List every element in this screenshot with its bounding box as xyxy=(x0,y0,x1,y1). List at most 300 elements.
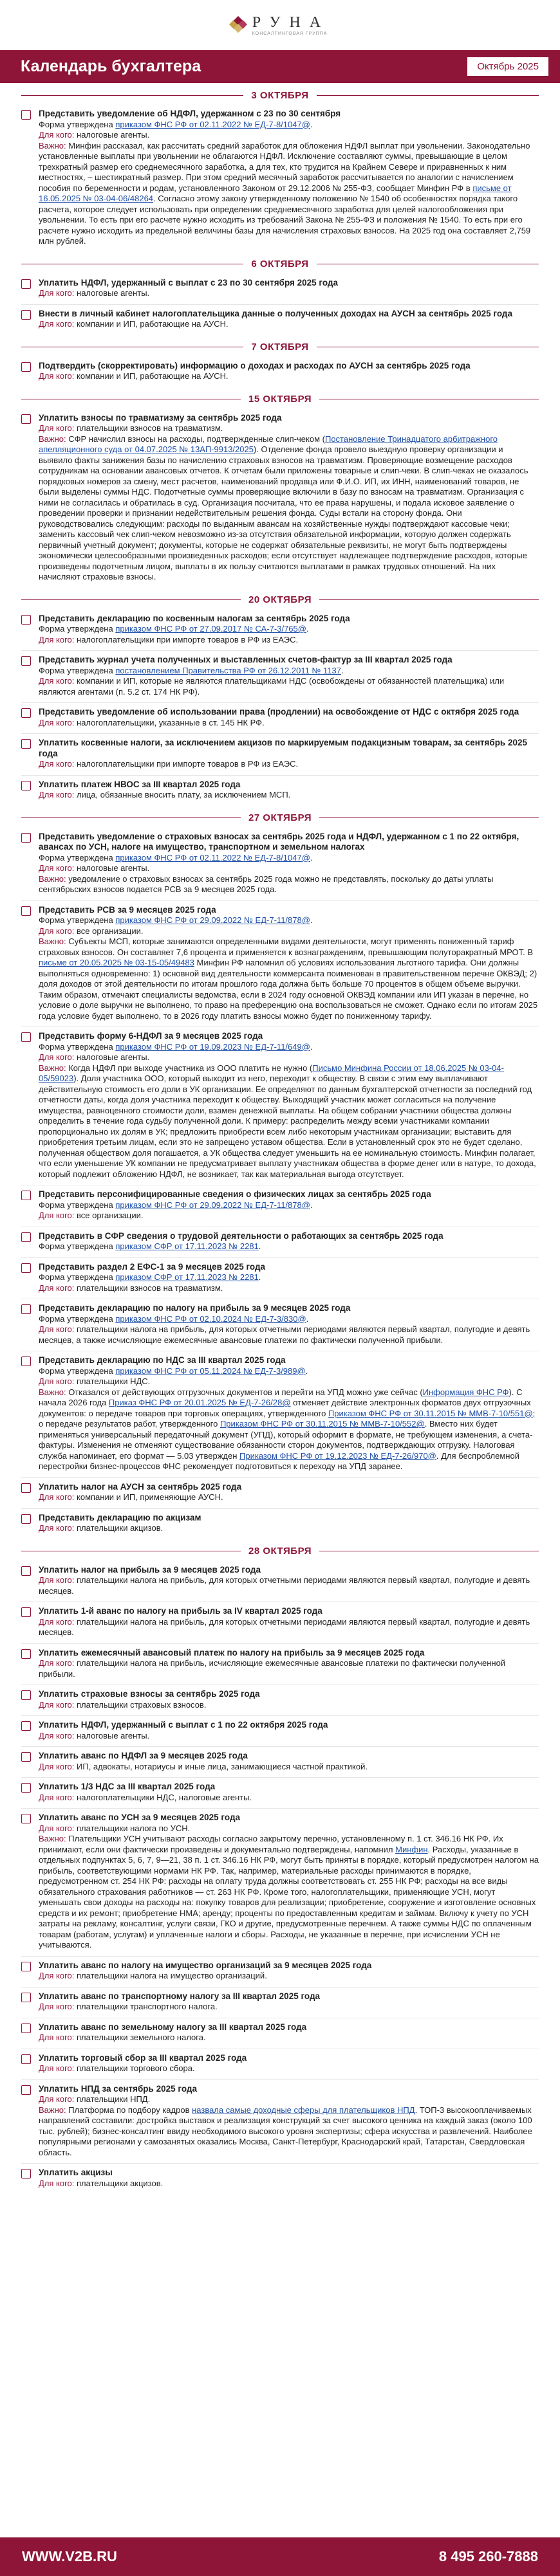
logo xyxy=(0,0,560,50)
task-title: Представить персонифицированные сведения о физических лицах за сентябрь 2025 года xyxy=(39,1189,431,1199)
task-checkbox[interactable] xyxy=(21,310,31,320)
task-title: Уплатить аванс по НДФЛ за 9 месяцев 2025 года xyxy=(39,1751,248,1760)
task-item xyxy=(21,2080,539,2164)
calendar-header xyxy=(0,50,560,83)
field-label: Для кого: xyxy=(39,1283,75,1293)
divider xyxy=(21,95,243,96)
detail-text: . xyxy=(306,1313,309,1324)
field-label: Важно: xyxy=(39,873,66,884)
day-section xyxy=(21,590,539,806)
task-detail xyxy=(39,288,338,299)
field-label: Для кого: xyxy=(39,371,75,381)
task-item xyxy=(21,105,539,252)
field-label: Важно: xyxy=(39,1387,66,1397)
field-label: Важно: xyxy=(39,140,66,151)
day-header xyxy=(21,86,539,105)
document-link[interactable]: Приказом ФНС РФ от 19.12.2023 № ЕД-7-26/970@ xyxy=(239,1450,436,1461)
document-link[interactable]: Письмо Минфина России от 18.06.2025 № 03-04-05/59023 xyxy=(39,1063,504,1083)
logo-name: РУНА xyxy=(252,14,330,31)
detail-text: Форма утверждена xyxy=(39,1241,116,1251)
task-title: Уплатить аванс по земельному налогу за III квартал 2025 года xyxy=(39,2022,307,2032)
day-label: 6 ОКТЯБРЯ xyxy=(251,259,309,269)
task-checkbox[interactable] xyxy=(21,1357,31,1366)
task-item xyxy=(21,610,539,652)
task-title: Уплатить акцизы xyxy=(39,2168,113,2177)
task-body xyxy=(39,1031,539,1180)
detail-text: плательщики налога на прибыль, для которых отчетными периодами являются первый квартал, полугодие и девять месяцев, а также исчисляющие ежемесячные авансовые платежи по фактически полученной прибыли. xyxy=(39,1324,530,1345)
task-item xyxy=(21,1716,539,1747)
task-checkbox[interactable] xyxy=(21,1993,31,2002)
document-link[interactable]: приказом ФНС РФ от 27.09.2017 № СА-7-3/765@ xyxy=(115,624,306,634)
field-label: Для кого: xyxy=(39,1699,75,1710)
website-link[interactable]: WWW.V2B.RU xyxy=(22,2548,117,2564)
day-section xyxy=(21,390,539,588)
detail-text: все организации. xyxy=(74,926,144,936)
detail-text: . xyxy=(305,1366,308,1376)
task-checkbox[interactable] xyxy=(21,1752,31,1762)
detail-text: ИП, адвокаты, нотариусы и иные лица, занимающиеся частной практикой. xyxy=(74,1761,368,1771)
day-label: 7 ОКТЯБРЯ xyxy=(251,342,309,352)
detail-text: Когда НДФЛ при выходе участника из ООО платить не нужно ( xyxy=(66,1063,313,1073)
detail-text: все организации. xyxy=(74,1210,144,1220)
phone-number: 8 495 260-7888 xyxy=(438,2548,538,2564)
task-item xyxy=(21,357,539,387)
task-checkbox[interactable] xyxy=(21,833,31,843)
task-checkbox[interactable] xyxy=(21,1783,31,1793)
divider xyxy=(21,599,241,600)
task-title: Уплатить аванс по УСН за 9 месяцев 2025 года xyxy=(39,1813,241,1822)
detail-text: Форма утверждена xyxy=(39,1366,116,1376)
detail-text: . xyxy=(310,915,313,925)
task-item xyxy=(21,1027,539,1185)
task-checkbox[interactable] xyxy=(21,1191,31,1200)
day-section xyxy=(21,338,539,387)
document-link[interactable]: приказом ФНС РФ от 29.09.2022 № ЕД-7-11/878@ xyxy=(115,1200,310,1210)
task-body xyxy=(39,413,539,583)
task-detail xyxy=(39,1575,539,1596)
task-detail xyxy=(39,371,471,382)
detail-text: Отказался от действующих отгрузочных документов и перейти на УПД можно уже сейчас ( xyxy=(66,1387,423,1397)
task-item xyxy=(21,651,539,703)
calendar-content xyxy=(0,86,560,2194)
detail-text: . xyxy=(310,119,313,129)
task-body xyxy=(39,1565,539,1597)
task-checkbox[interactable] xyxy=(21,1566,31,1576)
detail-text: плательщики НДС. xyxy=(74,1376,151,1386)
task-checkbox[interactable] xyxy=(21,279,31,289)
document-link[interactable]: приказом ФНС РФ от 02.10.2024 № ЕД-7-3/830@ xyxy=(115,1313,306,1324)
day-section xyxy=(21,255,539,335)
task-item xyxy=(21,1185,539,1227)
task-body xyxy=(39,1991,320,2013)
task-title: Уплатить налог на АУСН за сентябрь 2025 года xyxy=(39,1481,242,1492)
task-checkbox[interactable] xyxy=(21,615,31,625)
detail-text: Форма утверждена xyxy=(39,119,116,129)
task-detail xyxy=(39,1658,539,1679)
field-label: Для кого: xyxy=(39,1792,75,1802)
month-badge[interactable]: Октябрь 2025 xyxy=(467,57,548,76)
task-detail xyxy=(39,2179,163,2189)
task-checkbox[interactable] xyxy=(21,2085,31,2095)
document-link[interactable]: Информация ФНС РФ xyxy=(422,1387,509,1397)
task-title: Представить журнал учета полученных и выставленных счетов-фактур за III квартал 2025 года xyxy=(39,655,453,664)
field-label: Для кого: xyxy=(39,423,75,433)
task-detail xyxy=(39,1063,539,1180)
task-detail xyxy=(39,624,350,635)
task-detail xyxy=(39,2063,247,2074)
day-label: 28 ОКТЯБРЯ xyxy=(248,1546,312,1557)
task-item xyxy=(21,734,539,776)
detail-text: плательщики налога на прибыль, исчисляющие ежемесячные авансовые платежи по фактически полученной прибыли. xyxy=(39,1658,506,1679)
task-title: Представить декларацию по НДС за III квартал 2025 года xyxy=(39,1355,286,1365)
task-title: Уплатить косвенные налоги, за исключением акцизов по маркируемым подакцизным товарам, за сентябрь 2025 года xyxy=(39,738,528,758)
detail-text: плательщики торгового сбора. xyxy=(74,2063,195,2073)
day-header xyxy=(21,255,539,274)
task-checkbox[interactable] xyxy=(21,2054,31,2064)
task-detail xyxy=(39,1492,241,1503)
detail-text: . xyxy=(310,1200,313,1210)
task-item xyxy=(21,1561,539,1603)
task-checkbox[interactable] xyxy=(21,1814,31,1823)
document-link[interactable]: приказом ФНС РФ от 29.09.2022 № ЕД-7-11/878@ xyxy=(115,915,310,925)
task-checkbox[interactable] xyxy=(21,656,31,666)
task-detail xyxy=(39,1523,201,1534)
task-title: Уплатить аванс по налогу на имущество организаций за 9 месяцев 2025 года xyxy=(39,1960,372,1970)
task-detail xyxy=(39,2105,539,2159)
field-label: Для кого: xyxy=(39,2094,75,2104)
task-title: Представить раздел 2 ЕФС-1 за 9 месяцев 2025 года xyxy=(39,1261,266,1272)
task-item xyxy=(21,1644,539,1686)
task-detail xyxy=(39,423,539,434)
task-title: Представить уведомление об использовании права (продлении) на освобождение от НДС с октября 2025 года xyxy=(39,707,519,717)
task-checkbox[interactable] xyxy=(21,2169,31,2179)
task-item xyxy=(21,703,539,734)
task-item xyxy=(21,305,539,335)
task-detail xyxy=(39,1971,371,1982)
task-detail xyxy=(39,141,539,247)
task-body xyxy=(39,1482,241,1503)
task-body xyxy=(39,655,539,697)
task-body xyxy=(39,2053,247,2074)
task-body xyxy=(39,614,350,646)
task-title: Уплатить страховые взносы за сентябрь 2025 года xyxy=(39,1689,260,1699)
detail-text: Форма утверждена xyxy=(39,852,116,863)
task-body xyxy=(39,2022,306,2043)
detail-text: плательщики взносов на травматизм. xyxy=(74,1283,223,1293)
field-label: Для кого: xyxy=(39,1523,75,1533)
task-title: Уплатить аванс по транспортному налогу за III квартал 2025 года xyxy=(39,1991,321,2001)
detail-text: компании и ИП, применяющие АУСН. xyxy=(74,1492,223,1502)
task-checkbox[interactable] xyxy=(21,708,31,718)
field-label: Для кого: xyxy=(39,863,75,873)
detail-text: плательщики налога на прибыль, для которых отчетными периодами являются первый квартал, полугодие и девять месяцев. xyxy=(39,1616,530,1637)
task-item xyxy=(21,1602,539,1644)
task-checkbox[interactable] xyxy=(21,739,31,749)
task-detail xyxy=(39,319,512,330)
field-label: Для кого: xyxy=(39,1575,75,1585)
detail-text: . xyxy=(258,1272,261,1282)
detail-text: Форма утверждена xyxy=(39,1200,116,1210)
task-checkbox[interactable] xyxy=(21,1514,31,1524)
task-body xyxy=(39,278,338,299)
task-body xyxy=(39,832,539,895)
task-detail xyxy=(39,863,539,874)
detail-text: налогоплательщики при импорте товаров в РФ из ЕАЭС. xyxy=(74,634,299,644)
field-label: Для кого: xyxy=(39,1052,75,1062)
detail-text: плательщики налога на имущество организаций. xyxy=(74,1971,267,1980)
detail-text: Форма утверждена xyxy=(39,915,116,925)
document-link[interactable]: Постановление Тринадцатого арбитражного апелляционного суда от 04.07.2025 № 13АП-9913/2025 xyxy=(39,434,498,454)
task-detail xyxy=(39,1762,368,1773)
task-checkbox[interactable] xyxy=(21,1607,31,1617)
task-detail xyxy=(39,874,539,895)
detail-text: налоговые агенты. xyxy=(74,863,150,873)
task-detail xyxy=(39,1283,265,1294)
field-label: Для кого: xyxy=(39,2032,75,2042)
task-detail xyxy=(39,1731,328,1742)
task-detail xyxy=(39,1200,431,1211)
document-link[interactable]: Приказ ФНС РФ от 20.01.2025 № ЕД-7-26/28@ xyxy=(108,1398,291,1407)
task-body xyxy=(39,2084,539,2159)
field-label: Важно: xyxy=(39,1063,66,1073)
task-item xyxy=(21,2049,539,2080)
task-body xyxy=(39,109,539,247)
task-body xyxy=(39,1720,328,1741)
task-detail xyxy=(39,2032,306,2043)
task-body xyxy=(39,1751,368,1772)
page-title: Календарь бухгалтера xyxy=(21,57,201,75)
document-link[interactable]: постановлением Правительства РФ от 26.12.2011 № 1137 xyxy=(115,665,341,675)
detail-text: налоговые агенты. xyxy=(74,130,150,140)
detail-text: лица, обязанные вносить плату, за исключением МСП. xyxy=(74,790,291,799)
document-link[interactable]: Приказом ФНС РФ от 30.11.2015 № ММВ-7-10/551@ xyxy=(328,1408,533,1418)
task-checkbox[interactable] xyxy=(21,1721,31,1731)
task-detail xyxy=(39,666,539,677)
task-detail xyxy=(39,1241,443,1252)
day-header xyxy=(21,1542,539,1561)
detail-text: Форма утверждена xyxy=(39,1041,116,1052)
field-label: Для кого: xyxy=(39,790,75,799)
detail-text: налогоплательщики, указанные в ст. 145 НК РФ. xyxy=(74,717,265,727)
task-checkbox[interactable] xyxy=(21,2023,31,2033)
detail-text: Форма утверждена xyxy=(39,1272,116,1282)
ruby-logo-icon xyxy=(230,17,246,33)
task-item xyxy=(21,1778,539,1809)
detail-text: уведомление о страховых взносах за сентябрь 2025 года можно не представлять, поскольку до даты уплаты сентябрьских взносов подается РСВ за 9 месяцев 2025 года. xyxy=(39,873,494,894)
task-title: Уплатить НДФЛ, удержанный с выплат с 1 по 22 октября 2025 года xyxy=(39,1720,328,1730)
task-body xyxy=(39,905,539,1022)
divider xyxy=(317,95,539,96)
task-title: Уплатить платеж НВОС за III квартал 2025 года xyxy=(39,779,241,789)
task-item xyxy=(21,1809,539,1957)
field-label: Для кого: xyxy=(39,1761,75,1771)
task-title: Представить уведомление об НДФЛ, удержанном с 23 по 30 сентября xyxy=(39,109,341,118)
document-link[interactable]: письме от 16.05.2025 № 03-04-06/48264 xyxy=(39,183,512,203)
task-checkbox[interactable] xyxy=(21,110,31,120)
task-body xyxy=(39,1813,539,1951)
document-link[interactable]: Приказом ФНС РФ от 30.11.2015 № ММВ-7-10/552@ xyxy=(219,1419,425,1429)
task-item xyxy=(21,1509,539,1539)
task-body xyxy=(39,1355,539,1472)
task-detail xyxy=(39,936,539,1021)
detail-text: . xyxy=(310,852,313,863)
day-header xyxy=(21,390,539,409)
document-link[interactable]: приказом ФНС РФ от 19.09.2023 № ЕД-7-11/649@ xyxy=(115,1041,310,1052)
task-body xyxy=(39,1231,443,1252)
document-link[interactable]: приказом ФНС РФ от 02.11.2022 № ЕД-7-8/1047@ xyxy=(115,852,310,863)
field-label: Для кого: xyxy=(39,926,75,936)
task-body xyxy=(39,1782,252,1803)
detail-text: отменяет действие электронных форматов двух отгрузочных документов: о передаче товаров при торговых операциях, утвержденного xyxy=(39,1398,531,1418)
field-label: Для кого: xyxy=(39,2002,75,2011)
task-body xyxy=(39,707,519,728)
task-detail xyxy=(39,120,539,131)
document-link[interactable]: назвала самые доходные сферы для плательщиков НПД xyxy=(192,2105,415,2115)
task-body xyxy=(39,780,290,801)
detail-text: Минфин рассказал, как рассчитать средний заработок для обложения НДФЛ выплат при увольнении. Законодательно установленные выплаты при увольнении не облагаются НДФЛ. Исключение составляют суммы, превышающие в целом трехкратный размер его среднемесячного заработка, а для тех, кто трудится на Крайнем Севере и приравненных к ним местностях, – шестикратный размер. При этом средний месячный заработок рассчитывается по аналогии с начислением пособия по беременности и родам, установленного Законом от 29.12.2006 № 255-ФЗ, сообщает Минфин РФ в xyxy=(39,140,530,193)
detail-text: компании и ИП, которые не являются плательщиками НДС (освобождены от обязанностей плательщика) или являются агентами (п. 5.2 ст. 174 НК РФ). xyxy=(39,676,505,697)
document-link[interactable]: приказом СФР от 17.11.2023 № 2281 xyxy=(115,1272,259,1282)
detail-text: Форма утверждена xyxy=(39,665,116,675)
task-item xyxy=(21,828,539,901)
task-detail xyxy=(39,915,539,926)
field-label: Важно: xyxy=(39,1834,66,1843)
detail-text: СФР начислил взносы на расходы, подтвержденные слип-чеком ( xyxy=(66,434,325,444)
task-checkbox[interactable] xyxy=(21,1263,31,1273)
document-link[interactable]: приказом ФНС РФ от 02.11.2022 № ЕД-7-8/1047@ xyxy=(115,119,310,129)
detail-text: Платформа по подбору кадров xyxy=(66,2105,192,2115)
task-title: Уплатить ежемесячный авансовый платеж по налогу на прибыль за 9 месяцев 2025 года xyxy=(39,1647,425,1658)
detail-text: . ТОП-3 высокооплачиваемых направлений составили: достройка выставок и реализация конструкций за счет высокого ценника на каждый заказ (около 100 тыс. рублей); бизнес-консалтинг ввиду необходимого высокого уровня экспертизы; сфера искусства и развлечений. Наиболее популярными регионами у самозанятых оказались Москва, Санкт-Петербург, Краснодарский край, Татарстан, Свердловская область. xyxy=(39,2105,532,2157)
detail-text: компании и ИП, работающие на АУСН. xyxy=(74,371,229,381)
detail-text: плательщики налога на прибыль, для которых отчетными периодами являются первый квартал, полугодие и девять месяцев. xyxy=(39,1575,530,1596)
task-title: Уплатить налог на прибыль за 9 месяцев 2025 года xyxy=(39,1564,261,1575)
task-checkbox[interactable] xyxy=(21,1690,31,1700)
field-label: Важно: xyxy=(39,2105,66,2115)
task-title: Представить в СФР сведения о трудовой деятельности о работающих за сентябрь 2025 года xyxy=(39,1230,443,1241)
document-link[interactable]: приказом ФНС РФ от 05.11.2024 № ЕД-7-3/989@ xyxy=(115,1366,306,1376)
task-detail xyxy=(39,2094,539,2105)
field-label: Для кого: xyxy=(39,1492,75,1502)
task-detail xyxy=(39,1366,539,1377)
task-detail xyxy=(39,1324,539,1346)
task-title: Представить декларацию по налогу на прибыль за 9 месяцев 2025 года xyxy=(39,1303,351,1313)
task-detail xyxy=(39,676,539,697)
task-detail xyxy=(39,853,539,864)
field-label: Для кого: xyxy=(39,1210,75,1220)
task-body xyxy=(39,2168,163,2189)
task-detail xyxy=(39,1700,260,1711)
task-checkbox[interactable] xyxy=(21,1232,31,1242)
task-title: Уплатить 1-й аванс по налогу на прибыль за IV квартал 2025 года xyxy=(39,1606,322,1616)
detail-text: . Вместо них будет применяться универсальный передаточный документ (УПД), который оформит в формате, не требующем изменения, а счета-фактуры. Изменения не отменяют существование обязанности сторон документов, подтверждающих отгрузку. Налоговая служба напоминает, его формат — 5.03 утвержден xyxy=(39,1419,533,1461)
detail-text: компании и ИП, работающие на АУСН. xyxy=(74,319,229,329)
day-label: 15 ОКТЯБРЯ xyxy=(248,394,312,405)
detail-text: ). Отделение фонда провело выездную проверку организации и выявило факты занижения базы по начислению страховых взносов на травматизм. Проверяющие возмещение расходов сотрудникам на основании авансовых отчетов. К отчетам были приложены товарные и слип-чеки. В слип-чеках не оказалось порядковых номеров за смену, мест расчетов, наименований продавца или Ф.И.О. ИП, их ИНН, наименований товаров, не были выделены суммы НДС. Подотчетные суммы проверяющие включили в базу по взносам на травматизм. Организация с ними не согласилась и обратилась в суд. Организация посчитала, что ее права нарушены, и подала исковое заявление о проведении проверки и признании недействительным решения фонда. Суды встали на сторону фонда. Они руководствовались следующим: расходы по выданным авансам на хозяйственные нужды подтверждают кассовые чеки; заменить кассовый чек слип-чеком невозможно из-за отсутствия обязательной информации, которую должен содержать первичный учетный документ; документы, которые не содержат обязательные реквизиты, не могут быть подтверждены экономически целесообразными произведенных расходов; если отсутствует надлежащее подтверждение расходов, которые произведены подотчетным лицом, выплаты в их пользу считаются выплатами в рамках трудовых отношений. На них начисляют страховые взносы. xyxy=(39,444,528,581)
task-item xyxy=(21,1351,539,1478)
task-body xyxy=(39,1960,371,1982)
detail-text: ). Доля участника ООО, который выходит из него, переходит к обществу. В связи с этим ему выплачивают действительную стоимость его доли в УК организации. Ее определяют по данным бухгалтерской отчетности за последний год отчетности даты, когда доля участника переходит к обществу. Выходящий участник может согласиться на получение имущества, равноценного стоимости доли, взамен денежной выплаты. На общем собрании участники общества должны определить в течение года судьбу полученной доли. К примеру: распределить между всеми участниками компании пропорционально их долям в УК; предложить приобрести всем либо некоторым участникам организации; выставить для приобретения третьим лицам, если это не запрещено уставом общества. Если в установленный срок это не будет сделано, полученная обществом доля погашается, а УК общества следует уменьшить на ее номинальную стоимость. Минфин полагает, что если уменьшение УК компании не предусматривает выплату участникам общества в форме денег или в натуре, то дохода, который подлежит обложению НДФЛ, не возникает, так как материальная выгода отсутствует. xyxy=(39,1073,536,1179)
task-item xyxy=(21,1957,539,1987)
detail-text: ; о передаче результатов работ, утвержденного xyxy=(39,1408,536,1429)
task-item xyxy=(21,1299,539,1351)
task-body xyxy=(39,738,539,770)
task-checkbox[interactable] xyxy=(21,1304,31,1314)
detail-text: . xyxy=(258,1241,261,1251)
task-body xyxy=(39,1689,260,1710)
task-detail xyxy=(39,635,350,646)
task-checkbox[interactable] xyxy=(21,1649,31,1659)
task-checkbox[interactable] xyxy=(21,1962,31,1971)
field-label: Для кого: xyxy=(39,634,75,644)
task-title: Подтвердить (скорректировать) информацию о доходах и расходах по АУСН за сентябрь 2025 года xyxy=(39,360,471,370)
task-item xyxy=(21,274,539,305)
task-title: Представить форму 6-НДФЛ за 9 месяцев 2025 года xyxy=(39,1031,263,1041)
task-detail xyxy=(39,718,519,729)
document-link[interactable]: письме от 20.05.2025 № 03-15-05/49483 xyxy=(39,958,194,967)
detail-text: плательщики НПД. xyxy=(74,2094,151,2104)
detail-text: . Для беспроблемной перестройки бизнес-процессов ФНС рекомендует подготовиться к переходу на УПД заранее. xyxy=(39,1450,519,1471)
task-body xyxy=(39,1303,539,1346)
field-label: Для кого: xyxy=(39,1376,75,1386)
field-label: Для кого: xyxy=(39,1324,75,1334)
task-detail xyxy=(39,434,539,583)
field-label: Важно: xyxy=(39,936,66,946)
task-body xyxy=(39,1189,431,1221)
task-detail xyxy=(39,1272,265,1283)
day-label: 3 ОКТЯБРЯ xyxy=(251,89,309,101)
task-title: Уплатить 1/3 НДС за III квартал 2025 года xyxy=(39,1782,216,1791)
document-link[interactable]: приказом СФР от 17.11.2023 № 2281 xyxy=(115,1241,259,1251)
task-body xyxy=(39,1262,265,1294)
field-label: Для кого: xyxy=(39,1730,75,1740)
task-body xyxy=(39,1606,539,1638)
task-item xyxy=(21,2164,539,2194)
day-label: 20 ОКТЯБРЯ xyxy=(248,594,312,605)
task-checkbox[interactable] xyxy=(21,906,31,916)
task-checkbox[interactable] xyxy=(21,414,31,424)
task-title: Представить декларацию по акцизам xyxy=(39,1512,201,1522)
detail-text: Форма утверждена xyxy=(39,624,116,634)
task-detail xyxy=(39,759,539,770)
field-label: Для кого: xyxy=(39,1658,75,1668)
task-title: Уплатить взносы по травматизму за сентябрь 2025 года xyxy=(39,412,282,423)
task-detail xyxy=(39,1617,539,1638)
task-checkbox[interactable] xyxy=(21,1032,31,1042)
day-section xyxy=(21,1542,539,2195)
field-label: Для кого: xyxy=(39,2063,75,2073)
detail-text: плательщики транспортного налога. xyxy=(74,2002,218,2011)
document-link[interactable]: Минфин xyxy=(395,1844,428,1854)
task-item xyxy=(21,901,539,1028)
detail-text: . xyxy=(306,624,309,634)
detail-text: плательщики акцизов. xyxy=(74,2178,163,2188)
task-checkbox[interactable] xyxy=(21,1483,31,1493)
day-section xyxy=(21,86,539,252)
detail-text: плательщики страховых взносов. xyxy=(74,1699,207,1710)
detail-text: . xyxy=(310,1041,313,1052)
task-detail xyxy=(39,1052,539,1063)
task-detail xyxy=(39,1210,431,1221)
task-checkbox[interactable] xyxy=(21,781,31,790)
task-body xyxy=(39,1513,201,1534)
task-title: Уплатить НПД за сентябрь 2025 года xyxy=(39,2083,197,2094)
detail-text: налоговые агенты. xyxy=(74,1052,150,1062)
field-label: Для кого: xyxy=(39,1823,75,1833)
task-body xyxy=(39,361,471,382)
task-title: Представить РСВ за 9 месяцев 2025 года xyxy=(39,904,216,915)
task-checkbox[interactable] xyxy=(21,362,31,372)
